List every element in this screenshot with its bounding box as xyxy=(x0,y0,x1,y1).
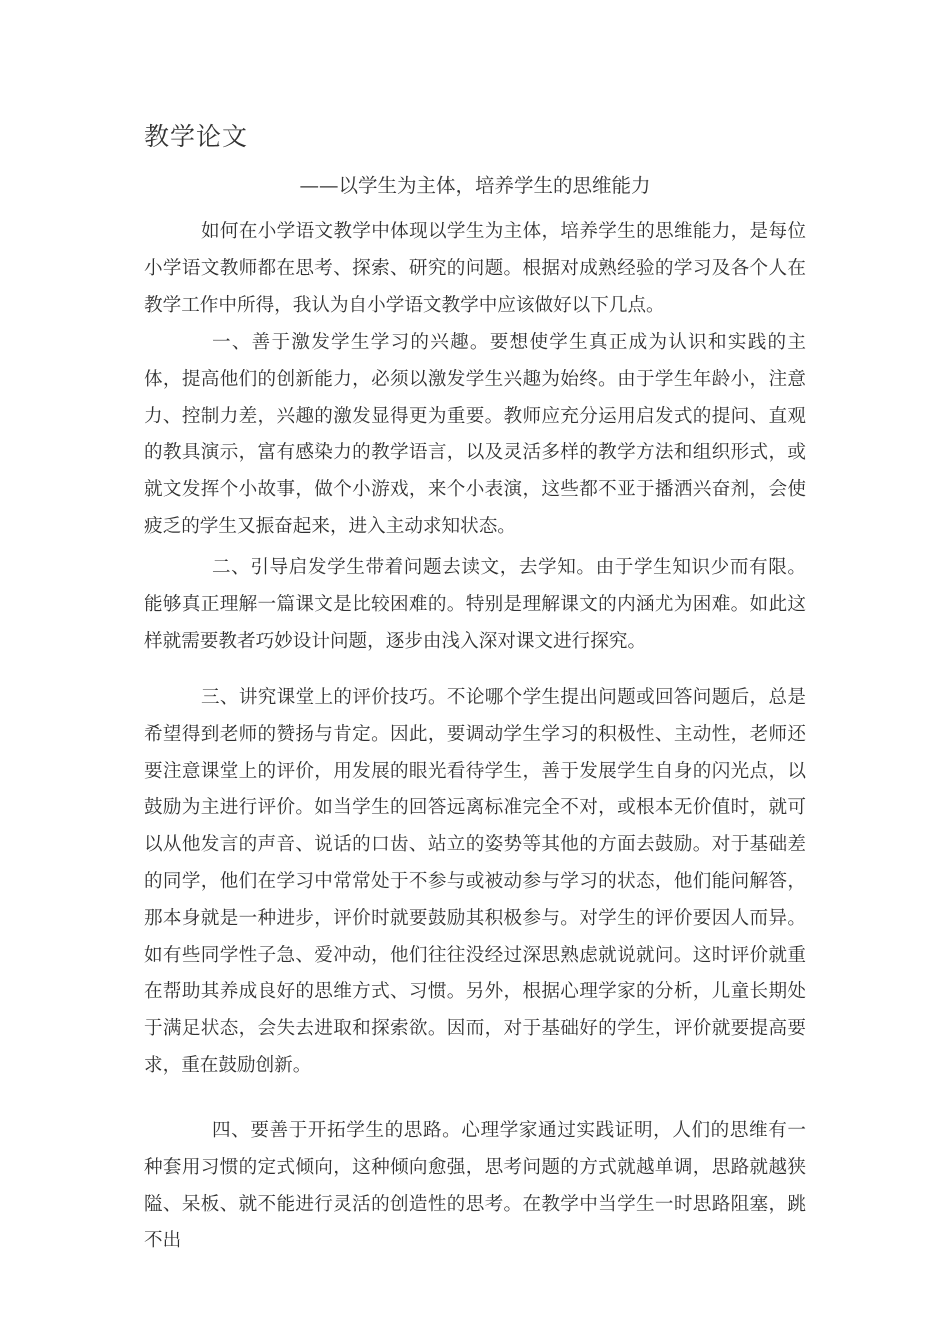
section-4-paragraph: 四、要善于开拓学生的思路。心理学家通过实践证明，人们的思维有一种套用习惯的定式倾向，这种倾向愈强，思考问题的方式就越单调，思路就越狭隘、呆板、就不能进行灵活的创造性的思考。在教学中当学生一时思路阻塞，跳不出 xyxy=(144,1120,806,1252)
section-3-paragraph: 三、讲究课堂上的评价技巧。不论哪个学生提出问题或回答问题后，总是希望得到老师的赞扬与肯定。因此，要调动学生学习的积极性、主动性，老师还要注意课堂上的评价，用发展的眼光看待学生，善于发展学生自身的闪光点，以鼓励为主进行评价。如当学生的回答远离标准完全不对，或根本无价值时，就可以从他发言的声音、说话的口齿、站立的姿势等其他的方面去鼓励。对于基础差的同学，他们在学习中常常处于不参与或被动参与学习的状态，他们能问解答，那本身就是一种进步，评价时就要鼓励其积极参与。对学生的评价要因人而异。如有些同学性子急、爱冲动，他们往往没经过深思熟虑就说就问。这时评价就重在帮助其养成良好的思维方式、习惯。另外，根据心理学家的分析，儿童长期处于满足状态，会失去进取和探索欲。因而，对于基础好的学生，评价就要提高要求，重在鼓励创新。 xyxy=(144,687,806,1076)
section-1-paragraph: 一、善于激发学生学习的兴趣。要想使学生真正成为认识和实践的主体，提高他们的创新能力，必须以激发学生兴趣为始终。由于学生年龄小，注意力、控制力差，兴趣的激发显得更为重要。教师应充分运用启发式的提问、直观的教具演示，富有感染力的教学语言，以及灵活多样的教学方法和组织形式，或就文发挥个小故事，做个小游戏，来个小表演，这些都不亚于播洒兴奋剂，会使疲乏的学生又振奋起来，进入主动求知状态。 xyxy=(144,332,806,537)
intro-paragraph: 如何在小学语文教学中体现以学生为主体，培养学生的思维能力，是每位小学语文教师都在思考、探索、研究的问题。根据对成熟经验的学习及各个人在教学工作中所得，我认为自小学语文教学中应该做好以下几点。 xyxy=(144,221,806,316)
document-subtitle: ——以学生为主体，培养学生的思维能力 xyxy=(299,174,651,197)
document-title: 教学论文 xyxy=(144,122,249,151)
section-2-paragraph: 二、引导启发学生带着问题去读文，去学知。由于学生知识少而有限。能够真正理解一篇课文是比较困难的。特别是理解课文的内涵尤为困难。如此这样就需要教者巧妙设计问题，逐步由浅入深对课文进行探究。 xyxy=(144,557,806,652)
